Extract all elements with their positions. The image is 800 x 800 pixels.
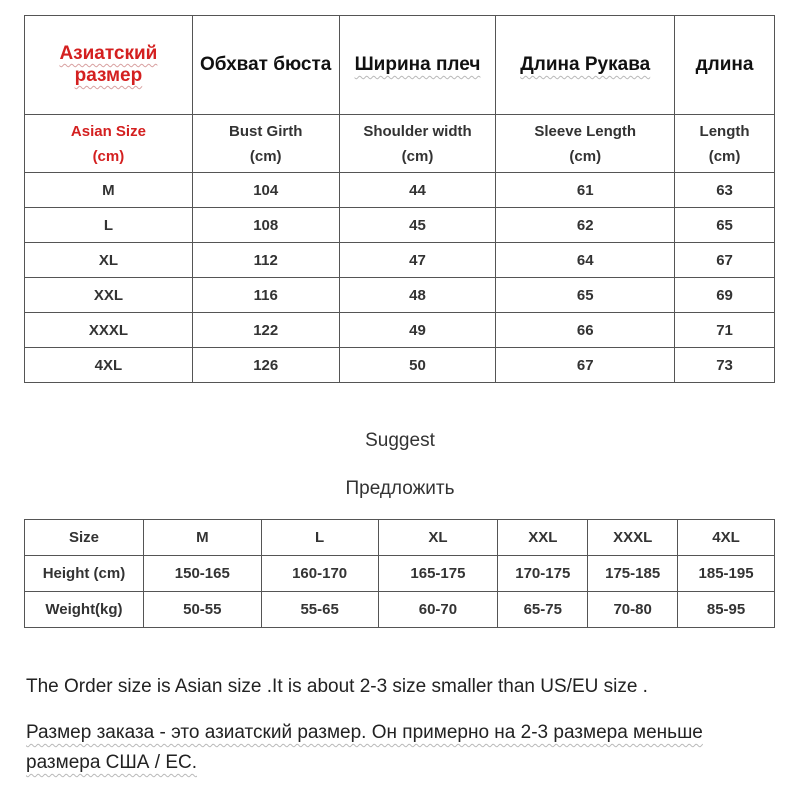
header-label: Length: [699, 122, 750, 140]
table-cell: 126: [192, 348, 339, 383]
table-cell: XL: [378, 520, 498, 556]
table-cell: 69: [675, 278, 775, 313]
table-cell: 67: [675, 243, 775, 278]
table-cell: 50: [339, 348, 496, 383]
table-cell: 67: [496, 348, 675, 383]
table-cell: 165-175: [378, 556, 498, 592]
header-label: Shoulder width: [363, 122, 472, 140]
table-cell: XL: [25, 243, 193, 278]
table-row: [25, 208, 775, 243]
table-cell: 45: [339, 208, 496, 243]
table-cell: 122: [192, 313, 339, 348]
table-cell: 108: [192, 208, 339, 243]
table-cell: 48: [339, 278, 496, 313]
table-cell: 185-195: [678, 556, 775, 592]
table-cell: XXXL: [588, 520, 678, 556]
table-cell: 49: [339, 313, 496, 348]
size-note-en: The Order size is Asian size .It is about 2-3 size smaller than US/EU size .: [26, 676, 648, 697]
table-cell: 170-175: [498, 556, 588, 592]
header-cell: [496, 115, 675, 173]
size-note-ru-line1: Размер заказа - это азиатский размер. Он примерно на 2-3 размера меньше: [26, 722, 703, 743]
table-cell: Weight(kg): [25, 592, 144, 628]
table-cell: 55-65: [261, 592, 378, 628]
header-cell: [25, 115, 193, 173]
table-cell: 112: [192, 243, 339, 278]
recommendation-table: [24, 519, 775, 628]
table-row: [25, 348, 775, 383]
table-cell: Height (cm): [25, 556, 144, 592]
table-cell: 70-80: [588, 592, 678, 628]
table-cell: 62: [496, 208, 675, 243]
header-cell: [192, 115, 339, 173]
table-cell: L: [25, 208, 193, 243]
table-cell: 65-75: [498, 592, 588, 628]
header-label: Asian Size: [70, 122, 146, 140]
header-bust-ru: Обхват бюста: [200, 54, 332, 75]
header-cell: [496, 16, 675, 115]
table-cell: XXL: [25, 278, 193, 313]
table-row: [25, 592, 775, 628]
table-cell: XXXL: [25, 313, 193, 348]
table-row: [25, 243, 775, 278]
header-cell: [339, 115, 496, 173]
header-unit: (cm): [708, 147, 741, 165]
table-cell: 60-70: [378, 592, 498, 628]
table-cell: 73: [675, 348, 775, 383]
header-unit: (cm): [249, 147, 282, 165]
table-cell: 44: [339, 173, 496, 208]
header-row-russian: [25, 16, 775, 115]
table-row: [25, 313, 775, 348]
table-cell: 50-55: [143, 592, 261, 628]
suggest-heading-en: Suggest: [365, 430, 435, 451]
header-unit: (cm): [401, 147, 434, 165]
table-cell: XXL: [498, 520, 588, 556]
table-cell: Size: [25, 520, 144, 556]
table-cell: 64: [496, 243, 675, 278]
header-unit: (cm): [92, 147, 125, 165]
table-cell: 4XL: [25, 348, 193, 383]
header-cell: [339, 16, 496, 115]
size-chart-table: [24, 15, 775, 383]
header-cell: [675, 16, 775, 115]
header-row-english: [25, 115, 775, 173]
header-sleeve-ru: Длина Рукава: [520, 54, 651, 75]
header-cell: [25, 16, 193, 115]
table-cell: M: [143, 520, 261, 556]
table-cell: 65: [675, 208, 775, 243]
header-cell: [192, 16, 339, 115]
header-length-ru: длина: [695, 54, 754, 75]
size-note-ru-line2: размера США / ЕС.: [26, 752, 197, 773]
header-cell: [675, 115, 775, 173]
table-cell: 63: [675, 173, 775, 208]
table-cell: 65: [496, 278, 675, 313]
suggest-heading-ru: Предложить: [345, 478, 455, 499]
table-cell: 175-185: [588, 556, 678, 592]
table-row: [25, 520, 775, 556]
table-row: [25, 278, 775, 313]
table-cell: 150-165: [143, 556, 261, 592]
table-cell: 71: [675, 313, 775, 348]
table-row: [25, 173, 775, 208]
header-label: Bust Girth: [229, 122, 303, 140]
table-cell: 66: [496, 313, 675, 348]
table-row: [25, 556, 775, 592]
table-cell: 104: [192, 173, 339, 208]
table-cell: 47: [339, 243, 496, 278]
header-asian-size-ru: Азиатский размер: [59, 43, 158, 86]
table-cell: L: [261, 520, 378, 556]
header-shoulder-ru: Ширина плеч: [354, 54, 481, 75]
header-unit: (cm): [569, 147, 602, 165]
table-cell: 160-170: [261, 556, 378, 592]
size-note-ru: [26, 718, 776, 778]
header-label: Sleeve Length: [534, 122, 637, 140]
table-cell: M: [25, 173, 193, 208]
table-cell: 61: [496, 173, 675, 208]
table-cell: 85-95: [678, 592, 775, 628]
table-cell: 4XL: [678, 520, 775, 556]
table-cell: 116: [192, 278, 339, 313]
